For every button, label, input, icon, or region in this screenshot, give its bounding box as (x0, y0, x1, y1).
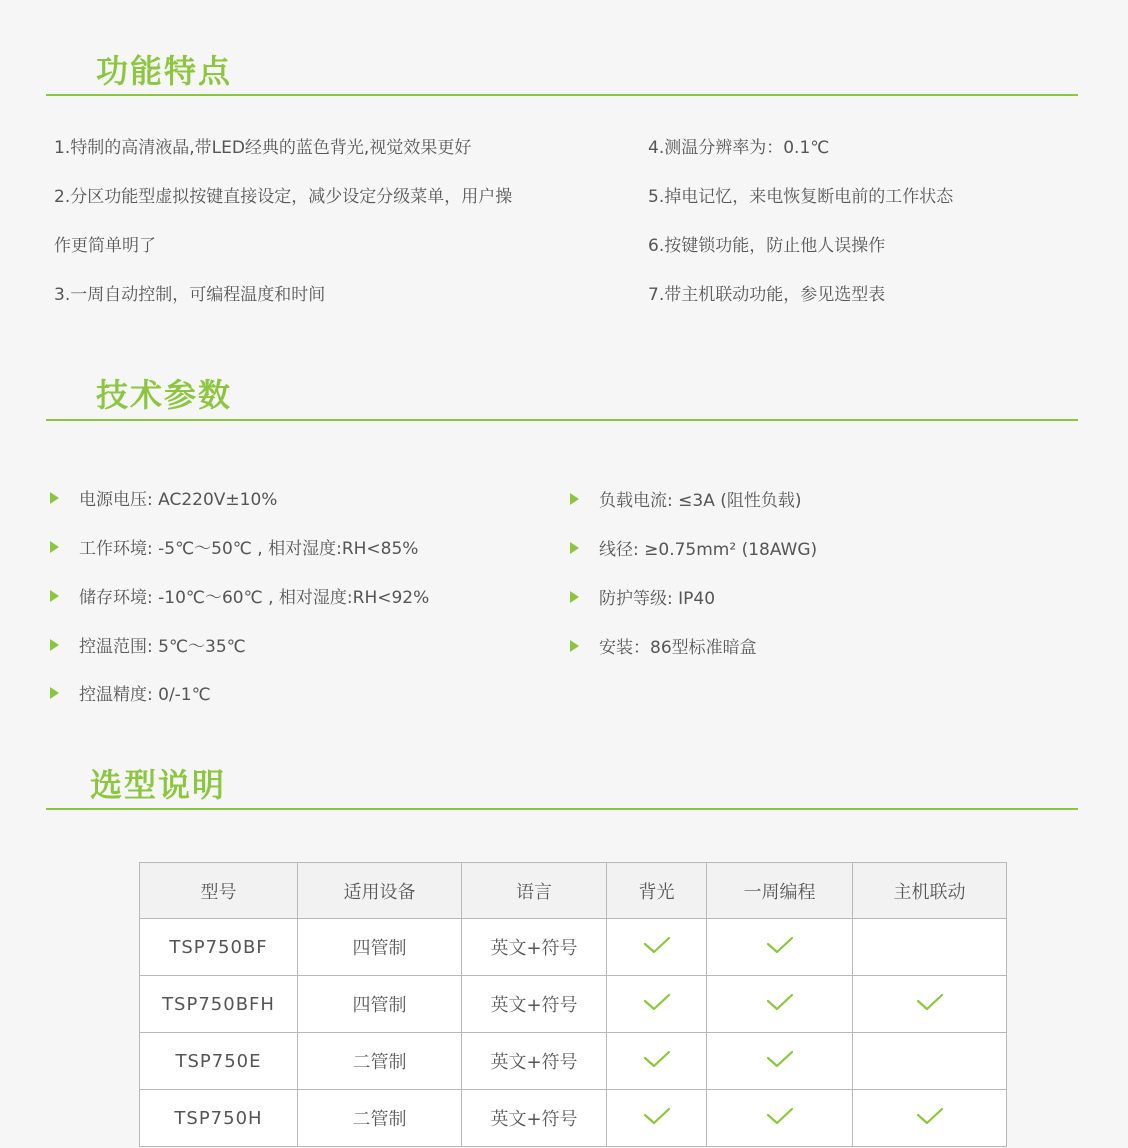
param-text: 安装：86型标准暗盒 (599, 638, 757, 658)
header-model: 型号 (140, 863, 298, 919)
param-text: 负载电流: ≤3A (阻性负载) (599, 491, 802, 511)
table-row (140, 1090, 1007, 1147)
cell-language: 英文+符号 (462, 1033, 607, 1090)
cell-device: 二管制 (298, 1033, 462, 1090)
cell-backlight (607, 919, 707, 976)
header-language: 语言 (462, 863, 607, 919)
cell-backlight (607, 1090, 707, 1147)
param-text: 电源电压: AC220V±10% (79, 490, 278, 510)
param-item (570, 584, 715, 609)
cell-linkage (853, 976, 1007, 1033)
triangle-right-icon (570, 640, 579, 652)
header-backlight: 背光 (607, 863, 707, 919)
cell-weekly (707, 1090, 853, 1147)
header-device: 适用设备 (298, 863, 462, 919)
check-icon (643, 936, 671, 954)
features-divider (46, 94, 1078, 96)
cell-model: TSP750E (140, 1033, 298, 1090)
triangle-right-icon (50, 687, 59, 699)
header-linkage: 主机联动 (853, 863, 1007, 919)
cell-model: TSP750BFH (140, 976, 298, 1033)
param-item (50, 680, 211, 705)
cell-weekly (707, 1033, 853, 1090)
triangle-right-icon (50, 541, 59, 553)
param-text: 控温精度: 0/-1℃ (79, 685, 211, 705)
triangle-right-icon (50, 492, 59, 504)
cell-language: 英文+符号 (462, 1090, 607, 1147)
check-icon (766, 1107, 794, 1125)
cell-device: 四管制 (298, 919, 462, 976)
param-item (50, 485, 277, 510)
check-icon (916, 993, 944, 1011)
check-icon (766, 993, 794, 1011)
param-text: 线径: ≥0.75mm² (18AWG) (599, 540, 818, 560)
features-title: 功能特点 (96, 52, 233, 90)
feature-item-7: 7.带主机联动功能，参见选型表 (648, 285, 886, 305)
param-item (50, 534, 418, 559)
cell-linkage (853, 1033, 1007, 1090)
feature-item-1: 1.特制的高清液晶,带LED经典的蓝色背光,视觉效果更好 (54, 138, 472, 158)
check-icon (766, 936, 794, 954)
triangle-right-icon (570, 493, 579, 505)
cell-model: TSP750BF (140, 919, 298, 976)
feature-item-2: 2.分区功能型虚拟按键直接设定，减少设定分级菜单，用户操 (54, 187, 513, 207)
param-item (570, 633, 757, 658)
param-item (50, 632, 246, 657)
cell-language: 英文+符号 (462, 919, 607, 976)
feature-item-5: 5.掉电记忆，来电恢复断电前的工作状态 (648, 187, 954, 207)
param-text: 防护等级: IP40 (599, 589, 716, 609)
triangle-right-icon (50, 639, 59, 651)
cell-linkage (853, 919, 1007, 976)
cell-weekly (707, 976, 853, 1033)
param-item (50, 583, 429, 608)
cell-backlight (607, 1033, 707, 1090)
check-icon (643, 993, 671, 1011)
triangle-right-icon (50, 590, 59, 602)
cell-backlight (607, 976, 707, 1033)
check-icon (643, 1107, 671, 1125)
check-icon (766, 1050, 794, 1068)
feature-item-2-cont: 作更简单明了 (54, 236, 156, 256)
cell-language: 英文+符号 (462, 976, 607, 1033)
param-text: 工作环境: -5℃～50℃ , 相对湿度:RH<85% (79, 539, 419, 559)
feature-item-6: 6.按键锁功能，防止他人误操作 (648, 236, 886, 256)
selection-divider (46, 808, 1078, 810)
param-item (570, 535, 817, 560)
param-text: 储存环境: -10℃～60℃ , 相对湿度:RH<92% (79, 588, 430, 608)
triangle-right-icon (570, 591, 579, 603)
cell-device: 二管制 (298, 1090, 462, 1147)
feature-item-3: 3.一周自动控制，可编程温度和时间 (54, 285, 326, 305)
table-header-row (140, 863, 1007, 919)
param-item (570, 486, 802, 511)
cell-linkage (853, 1090, 1007, 1147)
table-row (140, 976, 1007, 1033)
selection-table (139, 862, 1007, 1147)
table-row (140, 1033, 1007, 1090)
param-text: 控温范围: 5℃～35℃ (79, 637, 246, 657)
feature-item-4: 4.测温分辨率为：0.1℃ (648, 138, 830, 158)
params-divider (46, 419, 1078, 421)
check-icon (916, 1107, 944, 1125)
params-title: 技术参数 (96, 376, 233, 414)
selection-title: 选型说明 (90, 766, 227, 804)
cell-model: TSP750H (140, 1090, 298, 1147)
table-row (140, 919, 1007, 976)
triangle-right-icon (570, 542, 579, 554)
check-icon (643, 1050, 671, 1068)
cell-device: 四管制 (298, 976, 462, 1033)
cell-weekly (707, 919, 853, 976)
header-weekly: 一周编程 (707, 863, 853, 919)
